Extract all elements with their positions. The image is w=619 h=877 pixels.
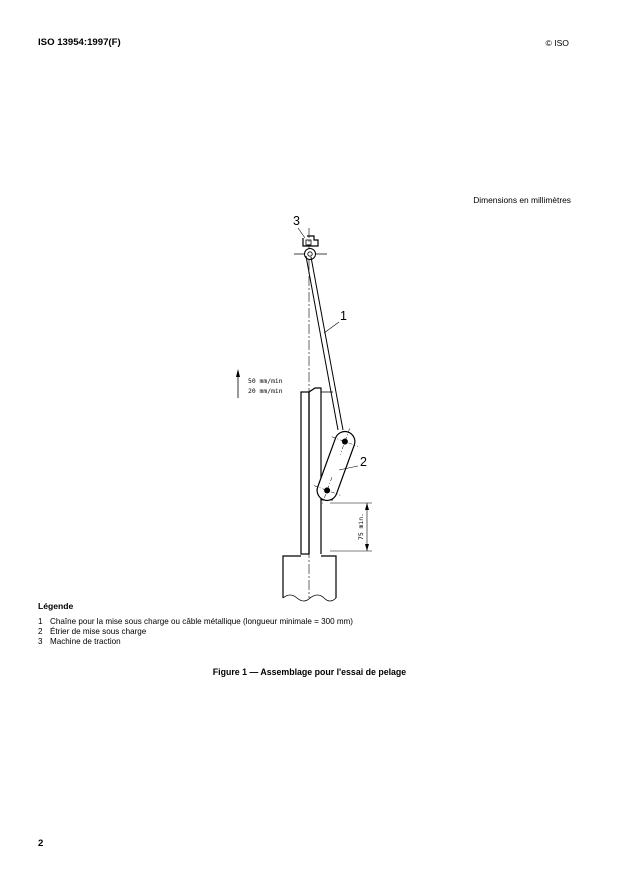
legend-list [38, 617, 353, 648]
speed-low-label: 20 mm/min [248, 387, 283, 395]
legend-item-text: Machine de traction [50, 637, 121, 647]
callout-1 [324, 309, 347, 333]
legend-item [38, 637, 353, 647]
figure-caption: Figure 1 — Assemblage pour l'essai de pelage [212, 667, 407, 677]
legend-item [38, 627, 353, 637]
legend-item [38, 617, 353, 627]
legend-item-text: Chaîne pour la mise sous charge ou câble métallique (longueur minimale = 300 mm) [50, 617, 353, 626]
legend-item-number: 3 [38, 637, 43, 647]
dimension-75-min [330, 503, 372, 551]
legend-title: Légende [38, 601, 74, 611]
legend-item-text: Étrier de mise sous charge [50, 627, 147, 637]
callout-1-label: 1 [340, 309, 347, 323]
legend-item-number: 2 [38, 627, 43, 637]
dimension-label: 75 min. [357, 513, 365, 540]
copyright-notice: © ISO [545, 38, 569, 48]
crosshead-speed [236, 369, 283, 398]
loading-chain [306, 256, 343, 430]
page-number: 2 [38, 838, 44, 849]
speed-high-label: 50 mm/min [248, 377, 283, 385]
lower-grip [283, 556, 336, 601]
document-standard-number: ISO 13954:1997(F) [38, 37, 121, 48]
legend-item-number: 1 [38, 617, 43, 626]
loading-stirrup [309, 424, 363, 509]
callout-2-label: 2 [360, 455, 367, 469]
callout-3 [293, 214, 305, 238]
callout-3-label: 3 [293, 214, 300, 228]
dimensions-note: Dimensions en millimètres [473, 195, 571, 205]
tensile-machine-grip [303, 236, 318, 260]
